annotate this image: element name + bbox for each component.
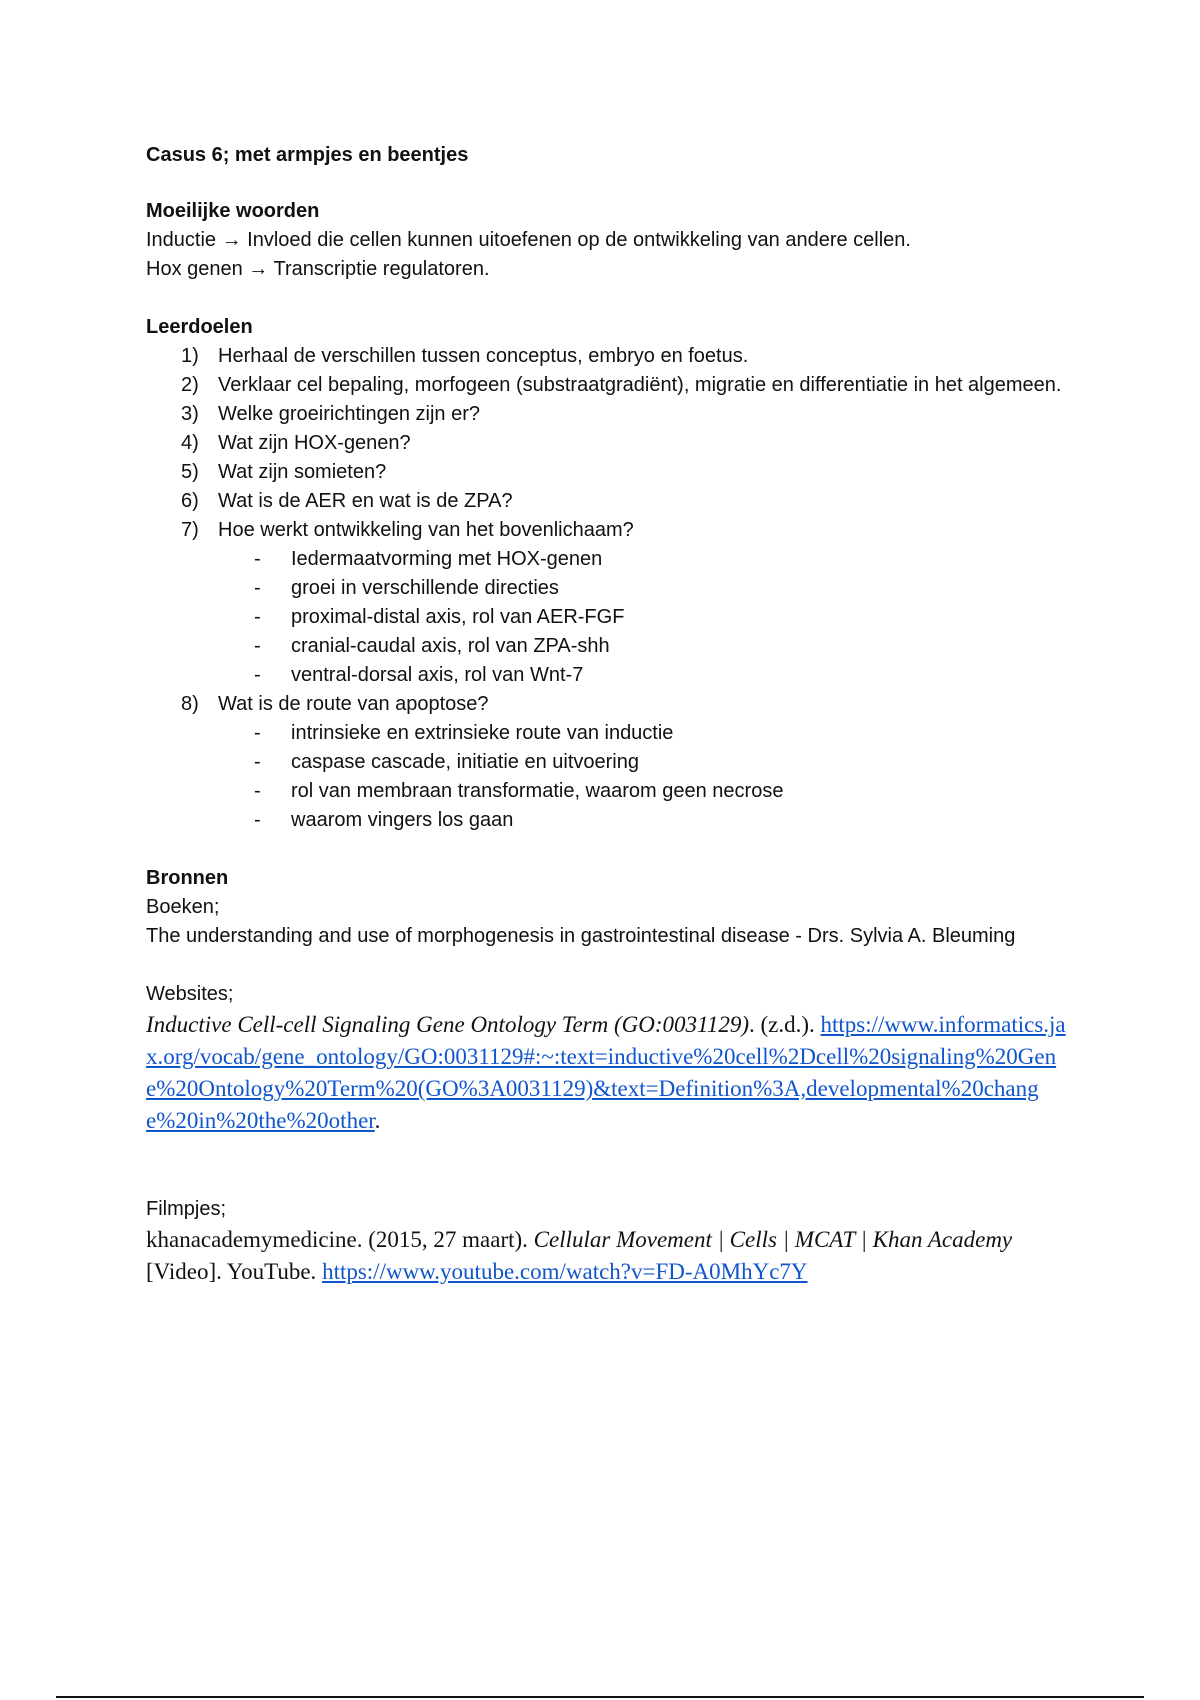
sub-item: - ventral-dorsal axis, rol van Wnt-7 <box>254 664 584 686</box>
goals-heading: Leerdoelen <box>146 316 253 338</box>
goal-item: 7) Hoe werkt ontwikkeling van het bovenlichaam? - Iedermaatvorming met HOX-genen - groei in verschillende directies - proximal-distal axis, rol van AER-FGF - cranial-caudal axis, rol van ZPA-shh - ventral-dorsal axis, rol van Wnt-7 <box>146 516 1066 690</box>
goal-item: 2) Verklaar cel bepaling, morfogeen (substraatgradiënt), migratie en differentiatie in het algemeen. <box>181 374 1062 396</box>
goal-sublist <box>218 545 1066 690</box>
website-link[interactable]: https://www.informatics.jax.org/vocab/gene_ontology/GO:0031129#:~:text=inductive%20cell%2Dcell%20signaling%20Gene%20Ontology%20Term%20(GO%3A0031129)&text=Definition%3A,developmental%20change%20in%20the%20other <box>146 1012 1066 1133</box>
sub-item: - proximal-distal axis, rol van AER-FGF <box>254 606 625 628</box>
goal-item: 8) Wat is de route van apoptose? - intrinsieke en extrinsieke route van inductie - caspase cascade, initiatie en uitvoering - rol van membraan transformatie, waarom geen necrose - waarom vingers los gaan <box>146 690 1066 835</box>
document-page <box>146 140 1066 1288</box>
books-label: Boeken; <box>146 896 220 918</box>
goals-list <box>146 342 1066 835</box>
websites-label: Websites; <box>146 983 234 1005</box>
sources-heading: Bronnen <box>146 867 229 889</box>
difficult-words-heading: Moeilijke woorden <box>146 200 320 222</box>
film-title: Cellular Movement | Cells | MCAT | Khan Academy <box>533 1227 1013 1252</box>
sub-item: - cranial-caudal axis, rol van ZPA-shh <box>254 635 610 657</box>
goal-item: 1) Herhaal de verschillen tussen conceptus, embryo en foetus. <box>181 345 749 367</box>
website-reference: Inductive Cell-cell Signaling Gene Ontology Term (GO:0031129). (z.d.). https://www.informatics.jax.org/vocab/gene_ontology/GO:0031129#:~:text=inductive%20cell%2Dcell%20signaling%20Gene%20Ontology%20Term%20(GO%3A0031129)&text=Definition%3A,developmental%20change%20in%20the%20other. <box>146 1012 1066 1133</box>
difficult-word-line-1: Inductie → Invloed die cellen kunnen uitoefenen op de ontwikkeling van andere cellen. <box>146 229 911 251</box>
sub-item: - waarom vingers los gaan <box>254 809 514 831</box>
sub-item: - Iedermaatvorming met HOX-genen <box>254 548 603 570</box>
films-label: Filmpjes; <box>146 1198 227 1220</box>
goal-sublist <box>218 719 1066 835</box>
document-title: Casus 6; met armpjes en beentjes <box>146 144 469 166</box>
sub-item: - caspase cascade, initiatie en uitvoering <box>254 751 639 773</box>
difficult-word-line-2: Hox genen → Transcriptie regulatoren. <box>146 258 490 280</box>
goal-item: 6) Wat is de AER en wat is de ZPA? <box>181 490 513 512</box>
book-reference: The understanding and use of morphogenesis in gastrointestinal disease - Drs. Sylvia A. Bleuming <box>146 925 1016 947</box>
goal-item: 5) Wat zijn somieten? <box>181 461 387 483</box>
youtube-link[interactable]: https://www.youtube.com/watch?v=FD-A0MhYc7Y <box>322 1259 808 1284</box>
website-title: Inductive Cell-cell Signaling Gene Ontology Term (GO:0031129) <box>146 1012 749 1037</box>
footer-divider <box>56 1696 1144 1698</box>
sub-item: - intrinsieke en extrinsieke route van inductie <box>254 722 674 744</box>
sub-item: - rol van membraan transformatie, waarom geen necrose <box>254 780 784 802</box>
film-reference: khanacademymedicine. (2015, 27 maart). Cellular Movement | Cells | MCAT | Khan Academy [Video]. YouTube. https://www.youtube.com/watch?v=FD-A0MhYc7Y <box>146 1227 1013 1284</box>
goal-item: 3) Welke groeirichtingen zijn er? <box>181 403 480 425</box>
sub-item: - groei in verschillende directies <box>254 577 559 599</box>
goal-item: 4) Wat zijn HOX-genen? <box>181 432 411 454</box>
